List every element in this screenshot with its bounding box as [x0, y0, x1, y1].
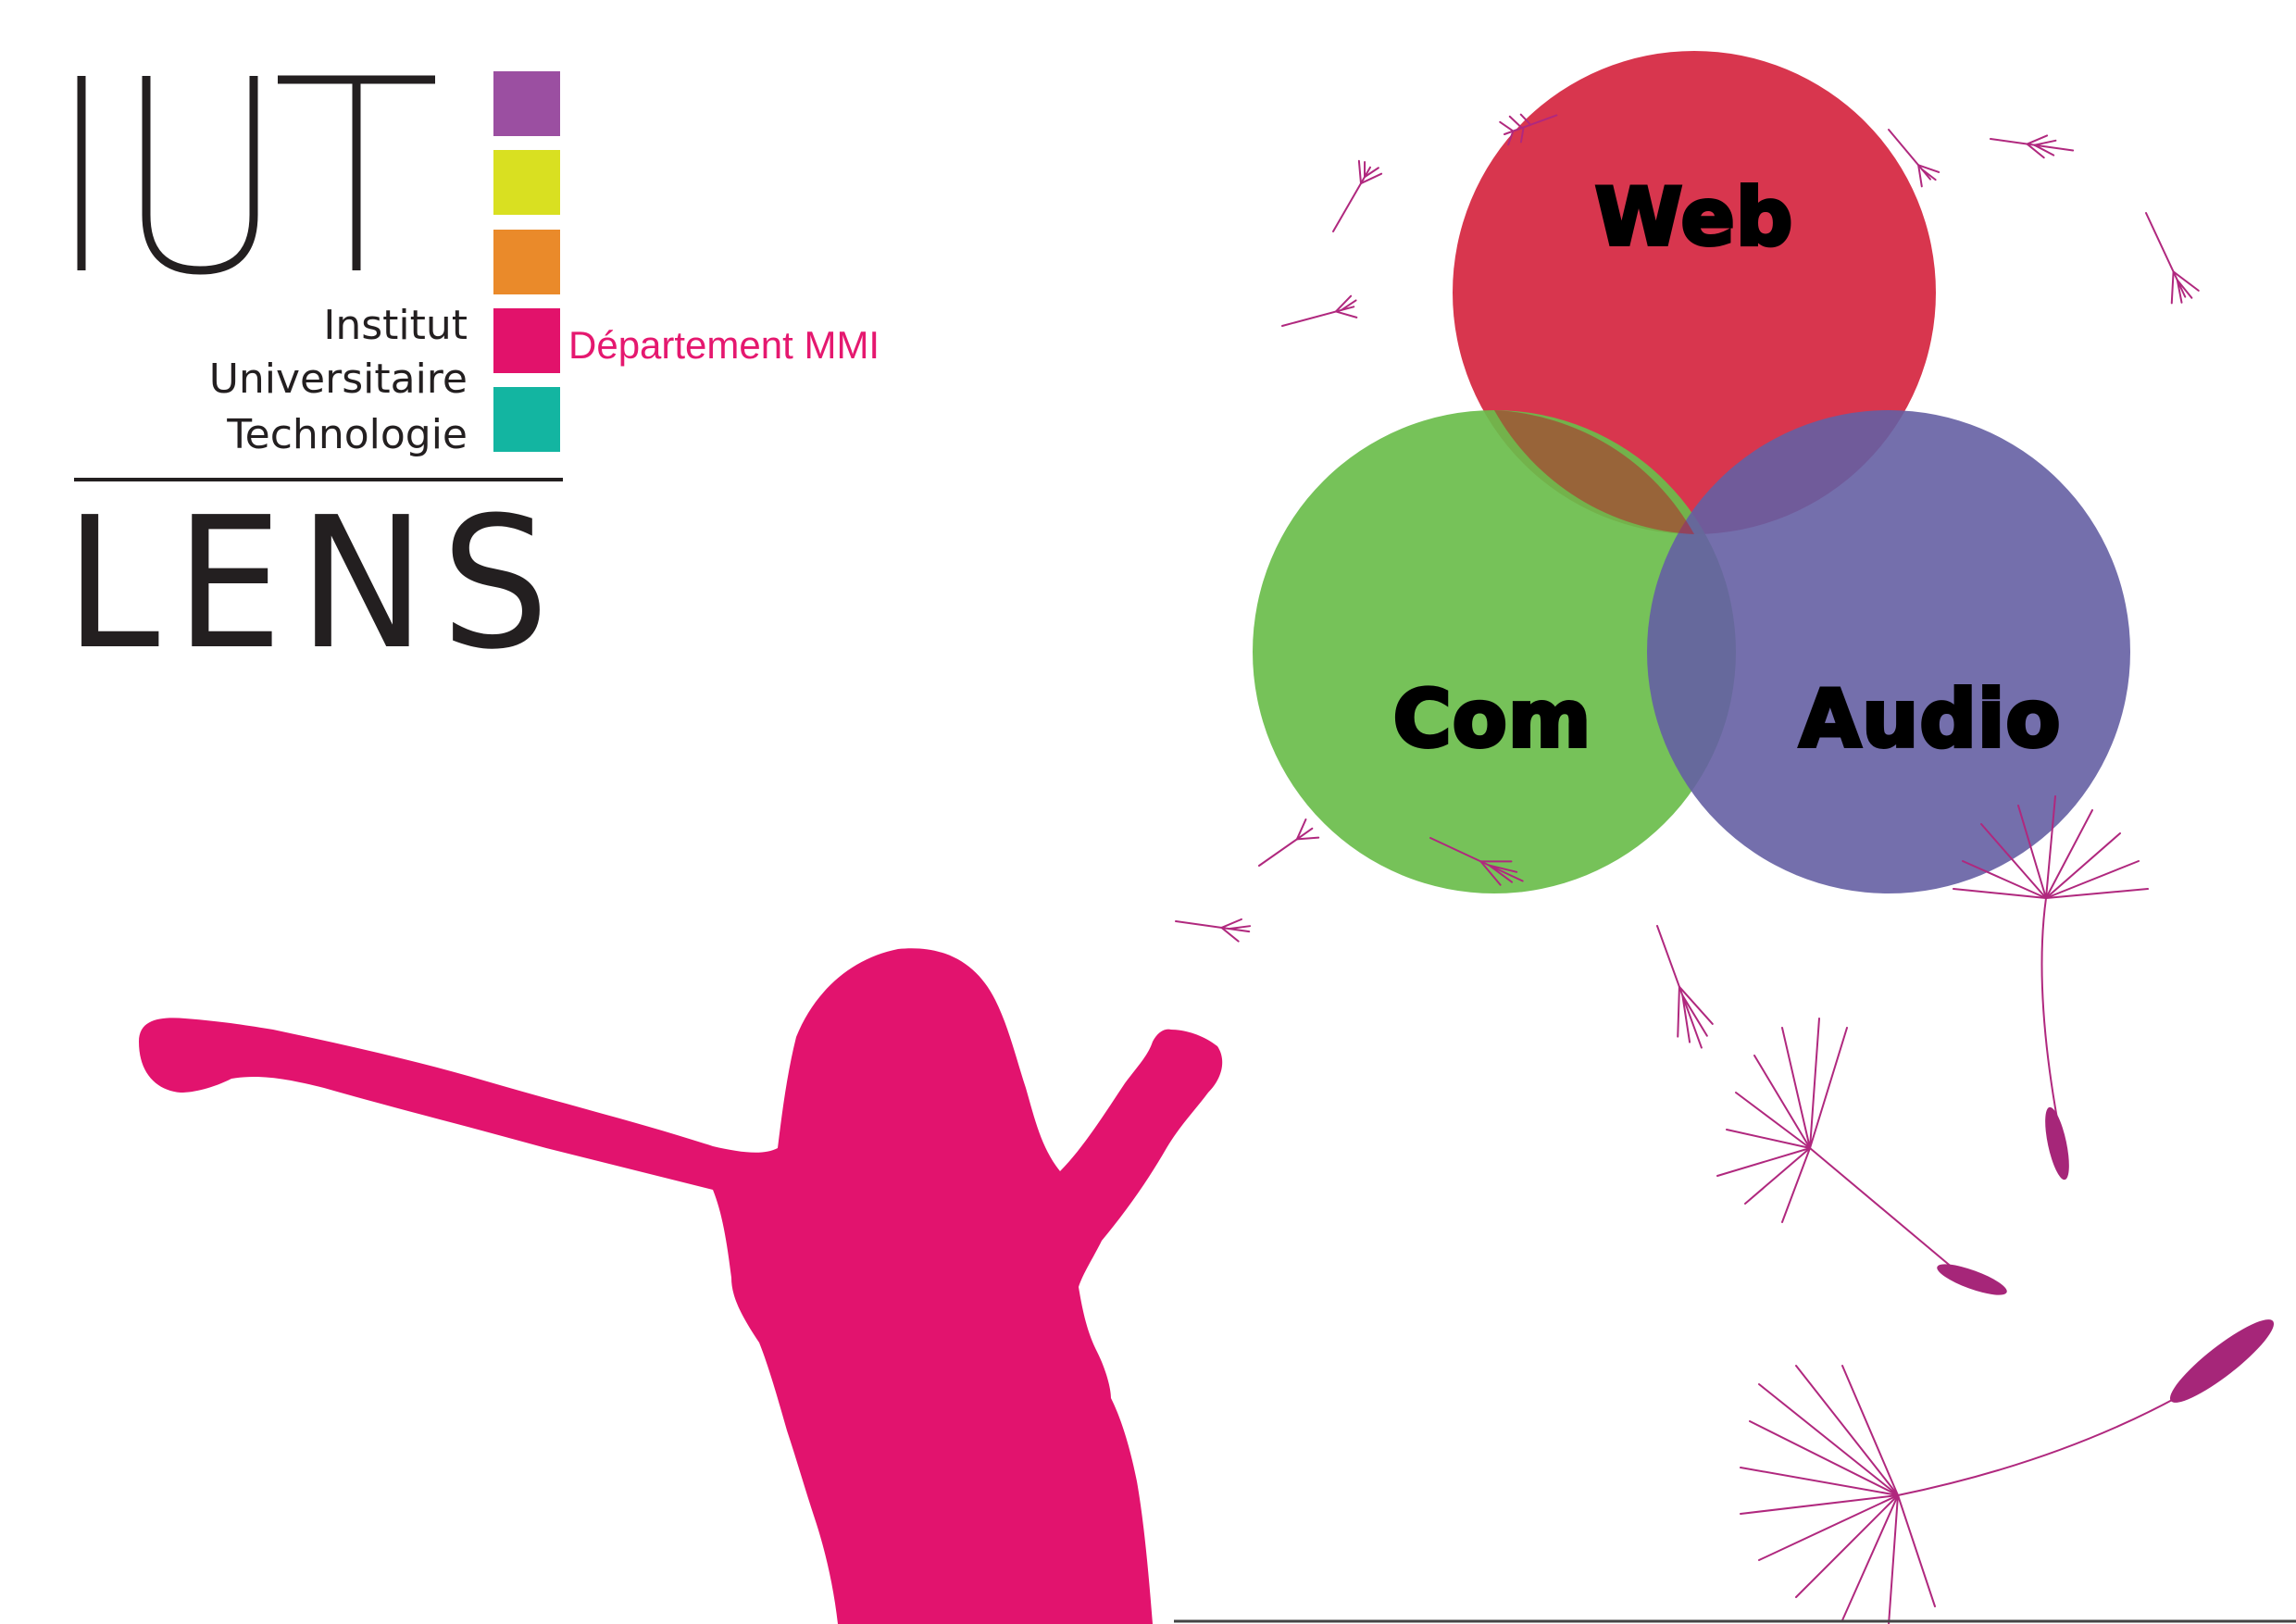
logo-square-pink [493, 308, 560, 373]
logo-line-universitaire: Universitaire [208, 356, 468, 403]
venn-diagram [1253, 51, 2130, 893]
department-label: Département MMI [568, 323, 880, 367]
logo-line-institut: Institut [323, 302, 468, 349]
logo-square-orange [493, 230, 560, 294]
seed-large-3 [1741, 1309, 2282, 1624]
seed-small-10 [1640, 919, 1718, 1054]
iut-lens-logo [65, 71, 880, 690]
venn-circle-audio [1647, 410, 2130, 893]
seed-small-2 [1322, 157, 1383, 238]
logo-square-teal [493, 387, 560, 452]
seed-large-2 [1717, 1018, 2010, 1301]
pink-figure-silhouette [139, 948, 1222, 1624]
seed-small-7 [1253, 819, 1318, 875]
logo-city: LENS [65, 479, 565, 690]
seed-small-3 [1279, 295, 1360, 337]
seed-small-8 [1174, 910, 1251, 943]
logo-square-lime [493, 150, 560, 215]
iut-letters [81, 76, 435, 270]
venn-label-com: Com [1392, 673, 1592, 766]
venn-label-web: Web [1594, 171, 1794, 264]
seed-small-6 [2132, 206, 2200, 306]
iut-wordmark: IUT [74, 111, 76, 112]
seed-small-5 [1989, 128, 2074, 161]
venn-label-audio: Audio [1799, 673, 2062, 766]
logo-square-purple [493, 71, 560, 136]
logo-line-technologie: Technologie [227, 411, 468, 458]
